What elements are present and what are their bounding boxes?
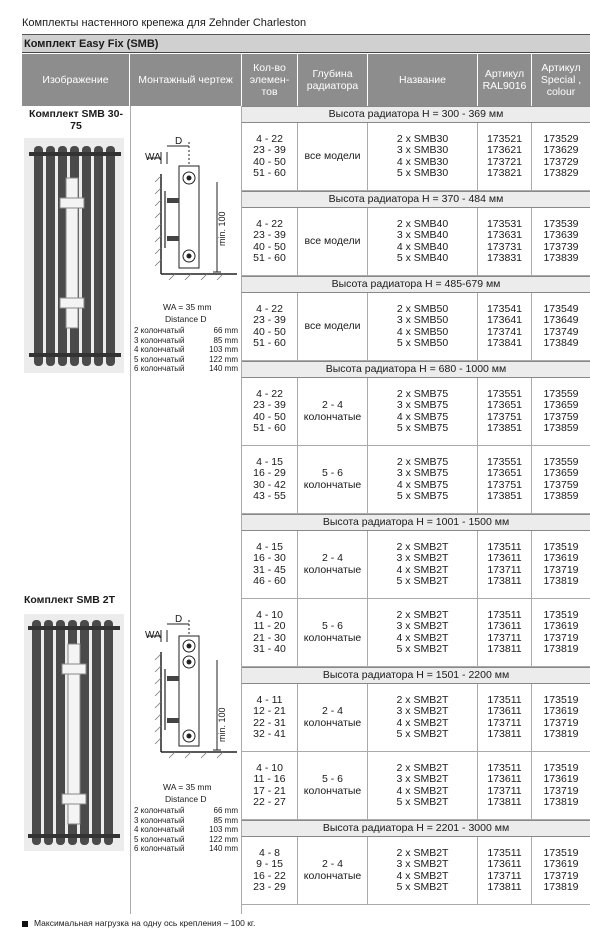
cell-value: 173611 (487, 620, 522, 632)
cell-value: 51 - 60 (253, 422, 286, 434)
cell-value: 30 - 42 (253, 478, 286, 491)
cell-value: 4 - 22 (256, 302, 283, 315)
distance-value: 85 mm (213, 335, 238, 345)
cell-value: 173841 (486, 337, 523, 349)
table-row-group (242, 293, 590, 361)
cell-value: 4 - 11 (256, 693, 283, 706)
cell-value: 5 x SMB75 (396, 422, 449, 434)
distance-value: 122 mm (209, 354, 238, 364)
distance-name: 6 колончатый (134, 364, 185, 373)
cell-value: 40 - 50 (253, 155, 286, 168)
cell-value: 46 - 60 (253, 575, 286, 587)
cell-value: 5 x SMB30 (396, 167, 449, 179)
cell-value: 17 - 21 (253, 784, 286, 797)
cell-value: 173711 (487, 869, 522, 882)
cell-value: 22 - 31 (253, 716, 286, 729)
cell-value: 173651 (486, 467, 523, 479)
cell-value: 3 x SMB30 (396, 144, 449, 156)
art-special-cell (532, 837, 590, 904)
d-label: D (175, 136, 183, 147)
cell-value: 173519 (543, 761, 579, 774)
distance-value: 122 mm (209, 834, 238, 844)
height-range-row: Высота радиатора H = 370 - 484 мм (242, 191, 590, 208)
cell-value: 173811 (487, 643, 522, 655)
cell-value: 3 x SMB2T (396, 620, 449, 632)
cell-value: 5 - 6 (321, 467, 343, 479)
cell-value: 173511 (487, 761, 522, 774)
cell-value: колончатые (303, 410, 362, 423)
depth-cell (298, 378, 368, 445)
cell-value: 173641 (486, 314, 523, 326)
table-row-group (242, 208, 590, 276)
cell-value: 4 x SMB2T (396, 869, 449, 882)
cell-value: 173619 (543, 773, 579, 785)
cell-value: 2 - 4 (321, 399, 343, 411)
cell-value: 5 x SMB2T (396, 575, 449, 587)
art-special-cell (532, 599, 590, 666)
cell-value: 173611 (487, 552, 522, 564)
name-cell (368, 123, 478, 190)
cell-value: 4 x SMB40 (396, 240, 449, 253)
cell-value: 51 - 60 (253, 337, 286, 349)
cell-value: 173619 (543, 552, 579, 564)
name-cell (368, 599, 478, 666)
name-cell (368, 531, 478, 598)
header-art-special: Артикул Special , colour (540, 62, 582, 98)
header-elements: Кол-во элемен-тов (242, 54, 298, 106)
cell-value: 173619 (543, 620, 579, 632)
cell-value: 3 x SMB2T (396, 858, 449, 870)
depth-cell (298, 752, 368, 819)
cell-value: 173659 (543, 399, 579, 411)
cell-value: 23 - 39 (253, 314, 286, 326)
cell-value: 173631 (486, 229, 523, 241)
art-ral-cell (478, 446, 532, 513)
cell-value: 4 - 15 (256, 455, 283, 468)
cell-value: колончатые (303, 631, 362, 644)
elements-cell (242, 446, 298, 513)
name-cell (368, 378, 478, 445)
cell-value: 173719 (543, 869, 579, 882)
cell-value: 173629 (543, 144, 579, 156)
cell-value: 173851 (486, 422, 523, 434)
header-art-ral: Артикул RAL9016 (478, 54, 532, 106)
table-row-group (242, 684, 590, 752)
name-cell (368, 752, 478, 819)
distance-list (134, 326, 238, 374)
cell-value: 4 x SMB75 (396, 478, 449, 491)
cell-value: 173819 (543, 575, 579, 587)
cell-value: 173511 (487, 846, 522, 859)
cell-value: 173719 (543, 784, 579, 797)
cell-value: 173551 (486, 387, 523, 400)
cell-value: 3 x SMB2T (396, 773, 449, 785)
cell-value: колончатые (303, 869, 362, 882)
cell-value: колончатые (303, 563, 362, 576)
cell-value: все модели (304, 319, 361, 332)
art-special-cell (532, 752, 590, 819)
cell-value: 173711 (487, 631, 522, 644)
cell-value: 173759 (543, 410, 579, 423)
distance-name: 3 колончатый (134, 335, 185, 345)
cell-value: 21 - 30 (253, 631, 286, 644)
distance-name: 4 колончатый (134, 825, 185, 834)
cell-value: 173649 (543, 314, 579, 326)
cell-value: 173849 (543, 337, 579, 349)
elements-cell (242, 531, 298, 598)
cell-value: 173511 (487, 540, 522, 553)
art-ral-cell (478, 123, 532, 190)
distance-name: 5 колончатый (134, 834, 185, 844)
cell-value: 16 - 30 (253, 552, 286, 564)
art-ral-cell (478, 208, 532, 275)
cell-value: 173521 (486, 132, 523, 145)
cell-value: 173721 (486, 155, 523, 168)
distance-value: 103 mm (209, 825, 238, 834)
cell-value: 173719 (543, 563, 579, 576)
cell-value: 2 - 4 (321, 552, 343, 564)
cell-value: 4 - 22 (256, 387, 283, 400)
name-cell (368, 208, 478, 275)
art-ral-cell (478, 378, 532, 445)
cell-value: 5 x SMB2T (396, 881, 449, 893)
table-row-group (242, 752, 590, 820)
cell-value: 173829 (543, 167, 579, 179)
cell-value: 5 x SMB50 (396, 337, 449, 349)
cell-value: 40 - 50 (253, 325, 286, 338)
cell-value: 23 - 29 (253, 881, 286, 893)
art-ral-cell (478, 531, 532, 598)
distance-name: 2 колончатый (134, 806, 185, 815)
cell-value: 173811 (487, 796, 522, 808)
cell-value: 23 - 39 (253, 144, 286, 156)
cell-value: 4 - 10 (256, 608, 283, 621)
cell-value: 4 x SMB2T (396, 563, 449, 576)
cell-value: 173511 (487, 608, 522, 621)
cell-value: 173719 (543, 716, 579, 729)
cell-value: 5 x SMB75 (396, 490, 449, 502)
cell-value: 5 x SMB2T (396, 643, 449, 655)
cell-value: 32 - 41 (253, 728, 286, 740)
distance-list (134, 806, 238, 854)
footnote-text: Максимальная нагрузка на одну ось крепления – 100 кг. (34, 918, 256, 928)
cell-value: 173529 (543, 132, 579, 145)
cell-value: 2 x SMB2T (396, 540, 449, 553)
depth-cell (298, 531, 368, 598)
cell-value: 2 - 4 (321, 858, 343, 870)
cell-value: 173559 (543, 455, 579, 468)
distance-label: Distance D (165, 794, 207, 804)
cell-value: 31 - 45 (253, 563, 286, 576)
cell-value: 173551 (486, 455, 523, 468)
cell-value: 40 - 50 (253, 240, 286, 253)
table-row-group (242, 446, 590, 514)
cell-value: 4 - 22 (256, 217, 283, 230)
name-cell (368, 684, 478, 751)
product-name-smb: Комплект SMB 30-75 (29, 108, 123, 132)
art-special-cell (532, 123, 590, 190)
cell-value: 11 - 20 (253, 620, 286, 632)
name-cell (368, 837, 478, 904)
drawing-column (130, 106, 242, 914)
height-range-row: Высота радиатора H = 300 - 369 мм (242, 106, 590, 123)
cell-value: 173621 (486, 144, 523, 156)
distance-name: 5 колончатый (134, 354, 185, 364)
header-name: Название (368, 54, 478, 106)
depth-cell (298, 684, 368, 751)
cell-value: 16 - 29 (253, 467, 286, 479)
cell-value: 5 - 6 (321, 773, 343, 785)
wa-label: WA (145, 152, 161, 163)
cell-value: 173819 (543, 643, 579, 655)
cell-value: 173811 (487, 881, 522, 893)
cell-value: 173731 (486, 240, 523, 253)
art-ral-cell (478, 752, 532, 819)
name-cell (368, 293, 478, 360)
cell-value: 16 - 22 (253, 869, 286, 882)
height-range-row: Высота радиатора H = 2201 - 3000 мм (242, 820, 590, 837)
cell-value: 5 x SMB2T (396, 796, 449, 808)
distance-value: 140 mm (209, 844, 238, 853)
cell-value: 4 x SMB2T (396, 716, 449, 729)
depth-cell (298, 446, 368, 513)
header-drawing: Монтажный чертеж (130, 54, 242, 106)
cell-value: 2 x SMB2T (396, 846, 449, 859)
cell-value: 5 x SMB40 (396, 252, 449, 264)
footnote (22, 916, 255, 930)
depth-cell (298, 837, 368, 904)
cell-value: 173639 (543, 229, 579, 241)
cell-value: 173811 (487, 575, 522, 587)
elements-cell (242, 752, 298, 819)
cell-value: 173519 (543, 693, 579, 706)
height-range-row: Высота радиатора H = 680 - 1000 мм (242, 361, 590, 378)
distance-value: 66 mm (213, 806, 238, 815)
cell-value: 173819 (543, 881, 579, 893)
distance-value: 103 mm (209, 345, 238, 354)
distance-value: 85 mm (213, 815, 238, 825)
cell-value: 173541 (486, 302, 523, 315)
height-range-row: Высота радиатора H = 1001 - 1500 мм (242, 514, 590, 531)
elements-cell (242, 599, 298, 666)
min-label: min. 100 (217, 211, 227, 246)
cell-value: 173611 (487, 858, 522, 870)
header-depth: Глубина радиатора (298, 54, 368, 106)
art-special-cell (532, 378, 590, 445)
cell-value: 5 - 6 (321, 620, 343, 632)
cell-value: 9 - 15 (256, 858, 283, 870)
distance-label: Distance D (165, 314, 207, 324)
cell-value: 5 x SMB2T (396, 728, 449, 740)
cell-value: 40 - 50 (253, 410, 286, 423)
cell-value: 173751 (486, 478, 523, 491)
distance-value: 66 mm (213, 326, 238, 335)
cell-value: 4 x SMB50 (396, 325, 449, 338)
cell-value: 2 x SMB75 (396, 455, 449, 468)
cell-value: 31 - 40 (253, 643, 286, 655)
cell-value: 51 - 60 (253, 167, 286, 179)
cell-value: 173851 (486, 490, 523, 502)
cell-value: 2 x SMB2T (396, 761, 449, 774)
kit-table (242, 106, 590, 905)
cell-value: 3 x SMB75 (396, 467, 449, 479)
height-range-row: Высота радиатора H = 485-679 мм (242, 276, 590, 293)
wa-value: WA = 35 mm (163, 302, 212, 312)
section-title: Комплект Easy Fix (SMB) (22, 35, 590, 53)
cell-value: все модели (304, 234, 361, 247)
depth-cell (298, 599, 368, 666)
elements-cell (242, 378, 298, 445)
art-ral-cell (478, 684, 532, 751)
wa-value: WA = 35 mm (163, 782, 212, 792)
cell-value: 173741 (486, 325, 523, 338)
elements-cell (242, 293, 298, 360)
cell-value: 173751 (486, 410, 523, 423)
cell-value: 173611 (487, 705, 522, 717)
cell-value: 173839 (543, 252, 579, 264)
cell-value: колончатые (303, 478, 362, 491)
cell-value: 3 x SMB50 (396, 314, 449, 326)
cell-value: 4 x SMB75 (396, 410, 449, 423)
depth-cell (298, 293, 368, 360)
product-name-smb2t: Комплект SMB 2T (24, 594, 115, 606)
d-label: D (175, 614, 183, 625)
cell-value: колончатые (303, 784, 362, 797)
name-cell (368, 446, 478, 513)
elements-cell (242, 123, 298, 190)
distance-value: 140 mm (209, 364, 238, 373)
cell-value: 2 x SMB50 (396, 302, 449, 315)
depth-cell (298, 208, 368, 275)
cell-value: 3 x SMB75 (396, 399, 449, 411)
cell-value: 173711 (487, 784, 522, 797)
art-special-cell (532, 531, 590, 598)
cell-value: 173559 (543, 387, 579, 400)
min-label: min. 100 (217, 707, 227, 742)
table-row-group (242, 837, 590, 905)
cell-value: 4 - 10 (256, 761, 283, 774)
art-special-cell (532, 684, 590, 751)
cell-value: 12 - 21 (253, 705, 286, 717)
cell-value: все модели (304, 149, 361, 162)
cell-value: 173539 (543, 217, 579, 230)
cell-value: 2 x SMB30 (396, 132, 449, 145)
cell-value: 173859 (543, 490, 579, 502)
cell-value: 173511 (487, 693, 522, 706)
cell-value: 4 - 15 (256, 540, 283, 553)
art-ral-cell (478, 293, 532, 360)
cell-value: 173739 (543, 240, 579, 253)
cell-value: 23 - 39 (253, 399, 286, 411)
cell-value: 4 - 8 (258, 846, 280, 859)
table-row-group (242, 599, 590, 667)
elements-cell (242, 208, 298, 275)
table-row-group (242, 531, 590, 599)
cell-value: 173711 (487, 563, 522, 576)
cell-value: 173859 (543, 422, 579, 434)
distance-name: 2 колончатый (134, 326, 185, 335)
cell-value: 173659 (543, 467, 579, 479)
cell-value: 173749 (543, 325, 579, 338)
cell-value: 173531 (486, 217, 523, 230)
table-header (22, 54, 590, 106)
cell-value: 173519 (543, 608, 579, 621)
cell-value: 173611 (487, 773, 522, 785)
art-special-cell (532, 293, 590, 360)
cell-value: 22 - 27 (253, 796, 286, 808)
header-image: Изображение (22, 54, 130, 106)
cell-value: 173711 (487, 716, 522, 729)
cell-value: 173719 (543, 631, 579, 644)
table-row-group (242, 123, 590, 191)
cell-value: 3 x SMB40 (396, 229, 449, 241)
elements-cell (242, 837, 298, 904)
cell-value: 173819 (543, 728, 579, 740)
cell-value: 4 x SMB30 (396, 155, 449, 168)
elements-cell (242, 684, 298, 751)
cell-value: 3 x SMB2T (396, 552, 449, 564)
cell-value: 173811 (487, 728, 522, 740)
depth-cell (298, 123, 368, 190)
art-ral-cell (478, 837, 532, 904)
table-row-group (242, 378, 590, 446)
cell-value: 173759 (543, 478, 579, 491)
cell-value: 173819 (543, 796, 579, 808)
cell-value: 173549 (543, 302, 579, 315)
art-special-cell (532, 208, 590, 275)
cell-value: 4 x SMB2T (396, 631, 449, 644)
cell-value: 173519 (543, 540, 579, 553)
art-ral-cell (478, 599, 532, 666)
cell-value: 51 - 60 (253, 252, 286, 264)
cell-value: 4 - 22 (256, 132, 283, 145)
cell-value: 173619 (543, 858, 579, 870)
cell-value: 2 - 4 (321, 705, 343, 717)
cell-value: 173651 (486, 399, 523, 411)
cell-value: колончатые (303, 716, 362, 729)
cell-value: 3 x SMB2T (396, 705, 449, 717)
image-column (22, 106, 130, 914)
cell-value: 173831 (486, 252, 523, 264)
cell-value: 23 - 39 (253, 229, 286, 241)
distance-name: 3 колончатый (134, 815, 185, 825)
cell-value: 2 x SMB75 (396, 387, 449, 400)
distance-name: 4 колончатый (134, 345, 185, 354)
cell-value: 4 x SMB2T (396, 784, 449, 797)
radiator-photo (24, 138, 124, 373)
cell-value: 173821 (486, 167, 523, 179)
height-range-row: Высота радиатора H = 1501 - 2200 мм (242, 667, 590, 684)
wa-label: WA (145, 630, 161, 641)
cell-value: 2 x SMB40 (396, 217, 449, 230)
page-title: Комплекты настенного крепежа для Zehnder Charleston (22, 12, 590, 35)
cell-value: 11 - 16 (253, 773, 286, 785)
cell-value: 2 x SMB2T (396, 608, 449, 621)
bullet-icon (22, 921, 28, 927)
cell-value: 43 - 55 (253, 490, 286, 502)
cell-value: 2 x SMB2T (396, 693, 449, 706)
cell-value: 173619 (543, 705, 579, 717)
cell-value: 173729 (543, 155, 579, 168)
radiator-photo (24, 614, 124, 851)
cell-value: 173519 (543, 846, 579, 859)
distance-name: 6 колончатый (134, 844, 185, 853)
art-special-cell (532, 446, 590, 513)
